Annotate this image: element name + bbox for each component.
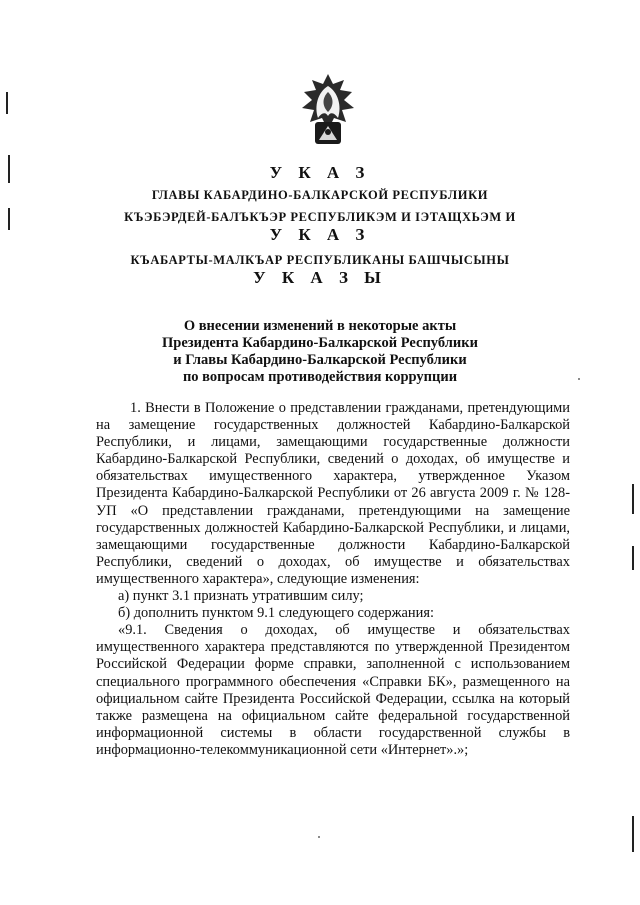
head-of-republic-heading-krc: КЪАБАРТЫ-МАЛКЪАР РЕСПУБЛИКАНЫ БАШЧЫСЫНЫ — [130, 253, 510, 267]
decree-body — [96, 400, 570, 759]
decree-heading-kbd: У К А З — [269, 225, 371, 244]
scan-edge-mark — [632, 546, 634, 570]
title-line-1: О внесении изменений в некоторые акты — [183, 318, 457, 334]
scan-speck — [578, 378, 580, 380]
scan-speck — [318, 836, 320, 838]
decree-title — [0, 318, 640, 386]
scan-edge-mark — [8, 155, 10, 183]
coat-of-arms-emblem — [300, 72, 356, 148]
scan-edge-mark — [6, 92, 8, 114]
decree-heading-krc: У К А З Ы — [253, 268, 387, 287]
subitem-b: б) дополнить пунктом 9.1 следующего содержания: — [118, 605, 434, 622]
scan-edge-mark — [632, 484, 634, 514]
decree-heading-ru: У К А З — [269, 163, 371, 182]
new-clause-9-1: «9.1. Сведения о доходах, об имуществе и обязательствах имущественного характера представляются по утвержденной Президентом Российской Федерации форме справки, заполненной с использованием специального программного обеспечения «Справки БК», размещенного на официальном сайте Президента Российской Федерации, ссылка на который также размещена на официальном сайте федеральной государственной информационной системы в области государственной службы в информационно-телекоммуникационной сети «Интернет».»; — [96, 622, 570, 758]
scan-edge-mark — [8, 208, 10, 230]
paragraph-item-1: 1. Внести в Положение о представлении гражданами, претендующими на замещение государственных должностей Кабардино-Балкарской Республики, и лицами, замещающими государственные должности Кабардино-Балкарской Республики, сведений о доходах, об имуществе и обязательствах имущественного характера, утвержденное Указом Президента Кабардино-Балкарской Республики от 26 августа 2009 г. № 128-УП «О представлении гражданами, претендующими на замещение государственных должностей Кабардино-Балкарской Республики, и лицами, замещающими государственные должности Кабардино-Балкарской Республики, сведений о доходах, об имуществе и обязательствах имущественного характера», следующие изменения: — [96, 400, 570, 587]
title-line-4: по вопросам противодействия коррупции — [182, 369, 458, 385]
title-line-2: Президента Кабардино-Балкарской Республики — [162, 335, 478, 351]
scan-edge-mark — [632, 816, 634, 852]
title-line-3: и Главы Кабардино-Балкарской Республики — [173, 352, 467, 368]
subitem-a: а) пункт 3.1 признать утратившим силу; — [118, 588, 364, 605]
head-of-republic-heading-ru: ГЛАВЫ КАБАРДИНО-БАЛКАРСКОЙ РЕСПУБЛИКИ — [151, 188, 489, 202]
head-of-republic-heading-kbd: КЪЭБЭРДЕЙ-БАЛЪКЪЭР РЕСПУБЛИКЭМ И ІЭТАЩХЬЭМ И — [124, 210, 516, 224]
